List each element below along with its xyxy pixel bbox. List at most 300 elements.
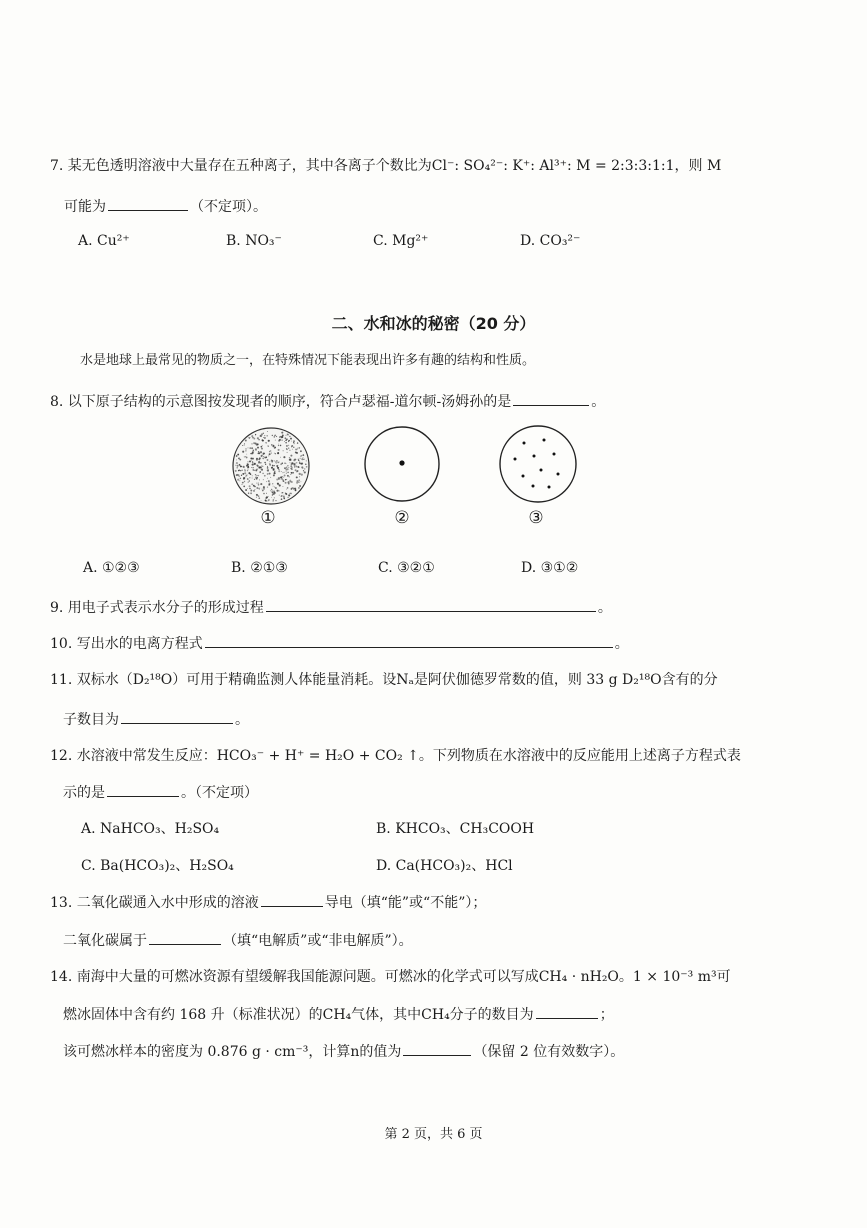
q10-stem <box>50 633 629 654</box>
speckle-dot <box>296 452 298 454</box>
q12-line2-suffix: 。（不定项） <box>181 785 258 801</box>
speckle-dot <box>247 474 248 475</box>
thomson-atom-outline <box>500 426 576 502</box>
speckle-dot <box>271 497 272 498</box>
speckle-dot <box>269 473 271 475</box>
speckle-dot <box>268 440 270 442</box>
speckle-dot <box>301 458 303 460</box>
speckle-dot <box>271 489 272 490</box>
q12-option-a[interactable]: A. NaHCO₃、H₂SO₄ <box>81 821 220 837</box>
speckle-dot <box>285 442 286 443</box>
speckle-dot <box>256 458 258 460</box>
speckle-dot <box>281 498 283 500</box>
speckle-dot <box>254 479 255 480</box>
speckle-dot <box>248 472 250 474</box>
q10-answer-blank[interactable] <box>205 633 613 648</box>
q13-line1-prefix: 13. 二氧化碳通入水中形成的溶液 <box>50 895 259 911</box>
speckle-dot <box>243 466 245 468</box>
q14-line2-prefix: 燃冰固体中含有约 168 升（标准状况）的CH₄气体，其中CH₄分子的数目为 <box>63 1007 534 1023</box>
q11-stem: 11. 双标水（D₂¹⁸O）可用于精确监测人体能量消耗。设Nₐ是阿伏伽德罗常数的值，则 33 g D₂¹⁸O含有的分 <box>50 672 718 688</box>
speckle-dot <box>268 480 270 482</box>
speckle-dot <box>274 460 275 461</box>
speckle-dot <box>272 483 273 484</box>
speckle-dot <box>252 462 253 463</box>
speckle-dot <box>275 440 276 441</box>
speckle-dot <box>291 445 293 447</box>
speckle-dot <box>277 462 279 464</box>
speckle-dot <box>246 475 247 476</box>
q12-line2 <box>63 782 258 803</box>
speckle-dot <box>265 464 266 465</box>
speckle-dot <box>267 459 269 461</box>
speckle-dot <box>266 493 267 494</box>
speckle-dot <box>240 470 241 471</box>
q14-line3-prefix: 该可燃冰样本的密度为 0.876 g · cm⁻³，计算n的值为 <box>63 1044 402 1060</box>
speckle-dot <box>249 485 251 487</box>
speckle-dot <box>251 435 253 437</box>
speckle-dot <box>270 490 271 491</box>
speckle-dot <box>291 481 293 483</box>
speckle-dot <box>263 493 265 495</box>
speckle-dot <box>251 447 253 449</box>
speckle-dot <box>292 449 293 450</box>
speckle-dot <box>255 474 256 475</box>
speckle-dot <box>291 468 292 469</box>
q13-line1-suffix: 导电（填“能”或“不能”）； <box>324 895 487 911</box>
thomson-electrons <box>514 439 560 489</box>
speckle-dot <box>249 437 250 438</box>
speckle-dot <box>296 480 298 482</box>
speckle-dot <box>256 494 258 496</box>
speckle-dot <box>245 489 247 491</box>
thomson-atom-figure <box>497 424 579 504</box>
speckle-dot <box>241 470 243 472</box>
speckle-dot <box>295 489 296 490</box>
q14-answer-blank-2[interactable] <box>403 1041 471 1056</box>
q8-options <box>0 560 867 580</box>
speckle-dot <box>253 450 254 451</box>
dalton-atom-figure <box>230 425 312 507</box>
speckle-dot <box>290 455 292 457</box>
speckle-dot <box>239 459 241 461</box>
speckle-dot <box>253 451 254 452</box>
speckle-dot <box>290 465 292 467</box>
speckle-dot <box>249 480 250 481</box>
speckle-dot <box>268 499 270 501</box>
speckle-dot <box>289 436 290 437</box>
speckle-dot <box>282 486 283 487</box>
speckle-dot <box>245 440 247 442</box>
speckle-dot <box>256 483 257 484</box>
speckle-dot <box>300 455 302 457</box>
q9-answer-blank[interactable] <box>266 597 596 612</box>
speckle-dot <box>248 447 249 448</box>
speckle-dot <box>278 444 279 445</box>
speckle-dot <box>281 439 283 441</box>
speckle-dot <box>277 483 279 485</box>
q9-prefix: 9. 用电子式表示水分子的形成过程 <box>50 600 264 616</box>
q12-answer-blank[interactable] <box>107 782 179 797</box>
speckle-dot <box>250 447 251 448</box>
q7-answer-blank[interactable] <box>108 196 188 211</box>
speckle-dot <box>254 470 255 471</box>
speckle-dot <box>259 479 260 480</box>
speckle-dot <box>267 501 268 502</box>
q13-answer-blank-1[interactable] <box>261 892 323 907</box>
speckle-dot <box>256 464 258 466</box>
q14-line3-suffix: （保留 2 位有效数字）。 <box>473 1044 625 1060</box>
speckle-dot <box>286 445 288 447</box>
speckle-dot <box>284 462 286 464</box>
speckle-dot <box>261 448 263 450</box>
speckle-dot <box>248 466 250 468</box>
speckle-dot <box>262 490 264 492</box>
q12-options-row1 <box>0 818 867 838</box>
speckle-dot <box>290 459 291 460</box>
speckle-dot <box>272 465 273 466</box>
q8-option-d[interactable]: D. ③①② <box>521 560 579 576</box>
speckle-dot <box>268 455 269 456</box>
speckle-dot <box>288 481 290 483</box>
speckle-dot <box>235 470 237 472</box>
speckle-dot <box>273 499 274 500</box>
speckle-dot <box>267 486 268 487</box>
speckle-dot <box>287 465 288 466</box>
speckle-dot <box>300 481 301 482</box>
speckle-dot <box>258 497 260 499</box>
speckle-dot <box>248 469 249 470</box>
speckle-dot <box>244 469 245 470</box>
q8-stem <box>50 391 605 412</box>
speckle-dot <box>289 457 290 458</box>
speckle-dot <box>279 437 280 438</box>
speckle-dot <box>276 436 277 437</box>
speckle-dot <box>281 471 282 472</box>
speckle-dot <box>263 486 265 488</box>
speckle-dot <box>294 466 296 468</box>
speckle-dot <box>265 500 267 502</box>
speckle-dot <box>241 466 242 467</box>
speckle-dot <box>261 465 262 466</box>
speckle-dot <box>252 458 254 460</box>
q14-line2-suffix: ； <box>599 1007 614 1023</box>
speckle-dot <box>267 466 268 467</box>
speckle-dot <box>244 481 245 482</box>
speckle-dot <box>289 476 290 477</box>
speckle-dot <box>296 462 297 463</box>
speckle-dot <box>275 493 276 494</box>
speckle-dot <box>277 467 279 469</box>
q14-line1: 14. 南海中大量的可燃冰资源有望缓解我国能源问题。可燃冰的化学式可以写成CH₄ · nH₂O。1 × 10⁻³ m³可 <box>50 969 731 985</box>
speckle-dot <box>283 495 284 496</box>
speckle-dot <box>260 483 262 485</box>
speckle-dot <box>283 450 284 451</box>
speckle-dot <box>303 457 304 458</box>
speckle-dot <box>296 471 298 473</box>
speckle-dot <box>259 462 260 463</box>
speckle-dot <box>274 497 275 498</box>
speckle-dot <box>258 467 260 469</box>
speckle-dot <box>244 470 246 472</box>
speckle-dot <box>297 442 298 443</box>
rutherford-atom-figure <box>362 424 442 504</box>
speckle-dot <box>287 487 289 489</box>
speckle-dot <box>236 459 237 460</box>
speckle-dot <box>262 458 263 459</box>
speckle-dot <box>278 445 279 446</box>
speckle-dot <box>256 487 258 489</box>
q7-option-d[interactable]: D. CO₃²⁻ <box>520 233 581 249</box>
speckle-dot <box>286 435 287 436</box>
q8-suffix: 。 <box>591 394 606 410</box>
speckle-dot <box>259 459 260 460</box>
speckle-dot <box>267 478 268 479</box>
speckle-dot <box>252 437 253 438</box>
speckle-dot <box>272 446 273 447</box>
speckle-dot <box>274 486 275 487</box>
speckle-dot <box>288 494 290 496</box>
speckle-dot <box>278 470 280 472</box>
speckle-dot <box>243 485 245 487</box>
q8-option-c[interactable]: C. ③②① <box>378 560 435 576</box>
speckle-dot <box>250 453 251 454</box>
speckle-dot <box>255 448 257 450</box>
figure-label-1: ① <box>260 508 276 528</box>
speckle-dot <box>238 476 239 477</box>
speckle-dot <box>306 460 307 461</box>
speckle-dot <box>270 465 271 466</box>
speckle-dot <box>258 475 259 476</box>
q7-line2 <box>64 196 267 217</box>
speckle-dot <box>238 458 239 459</box>
q13-answer-blank-2[interactable] <box>149 930 221 945</box>
speckle-dot <box>246 454 247 455</box>
speckle-dot <box>259 472 260 473</box>
speckle-dot <box>268 484 270 486</box>
speckle-dot <box>274 436 276 438</box>
speckle-dot <box>252 477 253 478</box>
speckle-dot <box>252 467 253 468</box>
q11-line2-prefix: 子数目为 <box>63 712 119 728</box>
speckle-dot <box>244 445 245 446</box>
speckle-dot <box>288 467 289 468</box>
speckle-dot <box>278 478 280 480</box>
q14-line2 <box>63 1004 614 1025</box>
speckle-dot <box>273 445 275 447</box>
q8-answer-blank[interactable] <box>513 391 589 406</box>
speckle-dot <box>282 463 283 464</box>
speckle-dot <box>273 474 275 476</box>
speckle-dot <box>284 441 285 442</box>
speckle-dot <box>255 434 256 435</box>
speckle-dot <box>244 456 245 457</box>
speckle-dot <box>286 479 287 480</box>
speckle-dot <box>285 482 287 484</box>
speckle-dot <box>282 472 283 473</box>
speckle-dot <box>236 455 238 457</box>
speckle-dot <box>269 463 270 464</box>
q7-option-b[interactable]: B. NO₃⁻ <box>226 233 282 249</box>
speckle-dot <box>247 488 248 489</box>
speckle-dot <box>276 479 278 481</box>
speckle-dot <box>258 484 260 486</box>
speckle-dot <box>306 466 308 468</box>
speckle-dot <box>264 435 265 436</box>
speckle-dot <box>248 461 249 462</box>
speckle-dot <box>273 493 275 495</box>
speckle-dot <box>248 493 249 494</box>
speckle-dot <box>298 479 300 481</box>
q11-answer-blank[interactable] <box>121 709 233 724</box>
q8-option-b[interactable]: B. ②①③ <box>231 560 288 576</box>
q12-stem: 12. 水溶液中常发生反应：HCO₃⁻ + H⁺ = H₂O + CO₂ ↑。下列物质在水溶液中的反应能用上述离子方程式表 <box>50 748 741 764</box>
speckle-dot <box>245 450 246 451</box>
speckle-dot <box>287 475 289 477</box>
speckle-dot <box>258 452 260 454</box>
speckle-dot <box>291 488 293 490</box>
q12-option-b[interactable]: B. KHCO₃、CH₃COOH <box>376 821 535 837</box>
speckle-dot <box>282 479 284 481</box>
speckle-dot <box>269 461 270 462</box>
speckle-dot <box>303 470 304 471</box>
speckle-dot <box>237 474 239 476</box>
speckle-dot <box>253 490 255 492</box>
speckle-dot <box>251 443 252 444</box>
speckle-dot <box>300 458 301 459</box>
speckle-dot <box>277 452 279 454</box>
speckle-dot <box>262 466 263 467</box>
speckle-dot <box>256 497 257 498</box>
speckle-dot <box>262 440 264 442</box>
speckle-dot <box>299 473 301 475</box>
speckle-dot <box>293 447 294 448</box>
q11-line2 <box>63 709 249 730</box>
speckle-dot <box>243 478 245 480</box>
speckle-dot <box>302 454 304 456</box>
q14-answer-blank-1[interactable] <box>536 1004 598 1019</box>
speckle-dot <box>295 469 297 471</box>
speckle-dot <box>269 453 271 455</box>
speckle-dot <box>274 465 275 466</box>
speckle-dot <box>279 484 281 486</box>
figure-label-2: ② <box>394 508 410 528</box>
speckle-dot <box>267 469 269 471</box>
speckle-dot <box>291 462 292 463</box>
speckle-dot <box>287 472 289 474</box>
speckle-dot <box>284 475 286 477</box>
speckle-dot <box>283 456 285 458</box>
speckle-dot <box>245 448 247 450</box>
speckle-dot <box>264 475 266 477</box>
speckle-dot <box>289 462 290 463</box>
speckle-dot <box>237 479 239 481</box>
speckle-dot <box>298 482 299 483</box>
speckle-dot <box>249 438 250 439</box>
speckle-dot <box>286 489 287 490</box>
q11-line2-suffix: 。 <box>235 712 249 728</box>
speckle-dot <box>299 461 300 462</box>
speckle-dot <box>242 473 244 475</box>
speckle-dot <box>275 487 277 489</box>
q7-option-c[interactable]: C. Mg²⁺ <box>373 233 429 249</box>
speckle-dot <box>236 467 238 469</box>
speckle-dot <box>235 465 236 466</box>
q9-suffix: 。 <box>597 600 612 616</box>
speckle-dot <box>300 450 302 452</box>
speckle-dot <box>293 440 295 442</box>
speckle-dot <box>259 488 260 489</box>
q7-option-a[interactable]: A. Cu²⁺ <box>78 233 130 249</box>
speckle-dot <box>280 457 281 458</box>
speckle-dot <box>253 485 255 487</box>
speckle-dot <box>258 439 259 440</box>
q13-line2-suffix: （填“电解质”或“非电解质”）。 <box>223 933 413 949</box>
q12-option-d[interactable]: D. Ca(HCO₃)₂、HCl <box>376 858 513 874</box>
speckle-dot <box>290 438 292 440</box>
speckle-dot <box>250 457 252 459</box>
speckle-dot <box>299 485 301 487</box>
speckle-dot <box>274 471 275 472</box>
speckle-dot <box>283 477 284 478</box>
speckle-dot <box>288 447 290 449</box>
q8-option-a[interactable]: A. ①②③ <box>83 560 140 576</box>
speckle-dot <box>279 439 281 441</box>
speckle-dot <box>259 435 261 437</box>
speckle-dot <box>299 476 300 477</box>
speckle-dot <box>270 477 271 478</box>
speckle-dot <box>262 470 263 471</box>
speckle-dot <box>239 464 240 465</box>
speckle-dot <box>286 466 287 467</box>
speckle-dot <box>295 448 297 450</box>
speckle-dot <box>296 482 298 484</box>
q12-option-c[interactable]: C. Ba(HCO₃)₂、H₂SO₄ <box>81 858 234 874</box>
speckle-dot <box>256 475 257 476</box>
speckle-dot <box>298 487 300 489</box>
speckle-dot <box>296 477 297 478</box>
speckle-dot <box>274 435 275 436</box>
speckle-dot <box>285 439 287 441</box>
figure-label-3: ③ <box>528 508 544 528</box>
speckle-dot <box>251 459 252 460</box>
speckle-dot <box>302 468 303 469</box>
speckle-dot <box>272 490 273 491</box>
speckle-dot <box>304 471 306 473</box>
speckle-dot <box>271 491 272 492</box>
speckle-dot <box>246 456 248 458</box>
speckle-dot <box>299 447 301 449</box>
speckle-dot <box>261 500 262 501</box>
speckle-dot <box>274 453 275 454</box>
speckle-dot <box>284 467 286 469</box>
speckle-dot <box>254 489 255 490</box>
speckle-dot <box>286 467 288 469</box>
speckle-dot <box>280 445 282 447</box>
speckle-dot <box>280 477 281 478</box>
q7-line2-suffix: （不定项）。 <box>190 199 267 215</box>
speckle-dot <box>245 476 246 477</box>
speckle-dot <box>254 463 256 465</box>
speckle-dot <box>251 483 253 485</box>
speckle-dot <box>248 437 249 438</box>
q7-stem: 7. 某无色透明溶液中大量存在五种离子，其中各离子个数比为Cl⁻: SO₄²⁻: K⁺: Al³⁺: M = 2:3:3:1:1，则 M <box>50 158 722 174</box>
speckle-dot <box>272 466 273 467</box>
speckle-dot <box>278 490 279 491</box>
speckle-dot <box>287 497 288 498</box>
speckle-dot <box>285 493 286 494</box>
speckle-dot <box>257 443 259 445</box>
speckle-dot <box>292 472 294 474</box>
